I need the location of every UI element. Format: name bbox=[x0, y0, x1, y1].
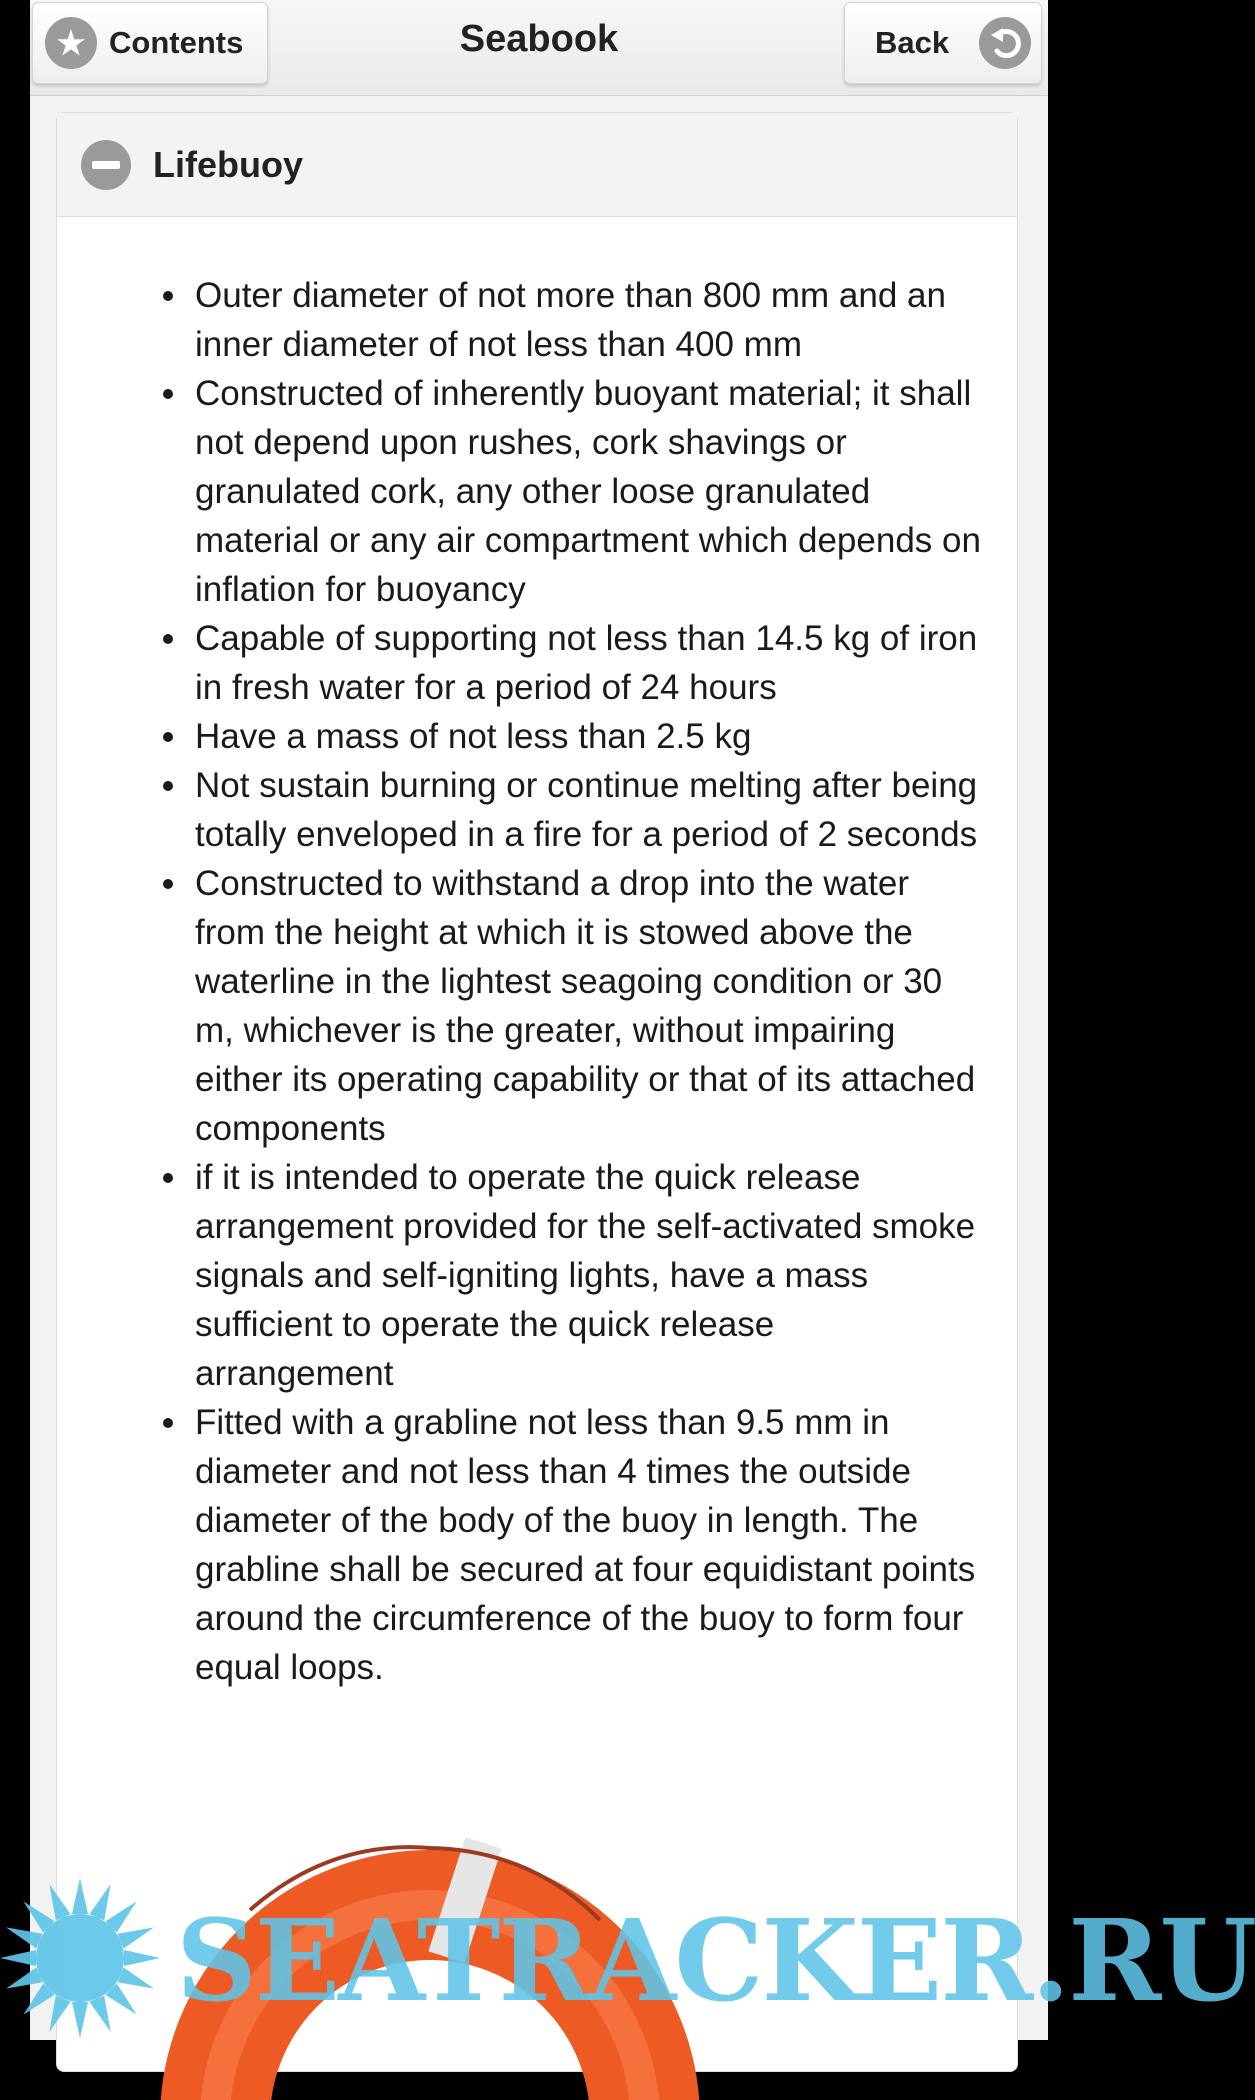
section-title: Lifebuoy bbox=[153, 143, 303, 185]
list-item: Not sustain burning or continue melting after being totally enveloped in a fire for a period of 2 seconds bbox=[161, 761, 981, 859]
list-item: Fitted with a grabline not less than 9.5 mm in diameter and not less than 4 times the outside diameter of the body of the buoy in length. The grabline shall be secured at four equidistant points around the circumference of the buoy to form four equal loops. bbox=[161, 1398, 981, 1692]
collapsible-section bbox=[56, 112, 1018, 2072]
list-item: Outer diameter of not more than 800 mm and an inner diameter of not less than 400 mm bbox=[161, 271, 981, 369]
list-item: Capable of supporting not less than 14.5 kg of iron in fresh water for a period of 24 hours bbox=[161, 614, 981, 712]
watermark-text: SEATRACKER.RU bbox=[176, 1896, 1255, 2027]
minus-icon bbox=[81, 140, 131, 190]
list-item: if it is intended to operate the quick release arrangement provided for the self-activated smoke signals and self-igniting lights, have a mass sufficient to operate the quick release arrangement bbox=[161, 1153, 981, 1398]
list-item: Have a mass of not less than 2.5 kg bbox=[161, 712, 981, 761]
back-label: Back bbox=[875, 25, 950, 60]
header-bar bbox=[30, 0, 1048, 96]
star-icon: ★ bbox=[45, 17, 97, 69]
back-button[interactable] bbox=[844, 2, 1042, 84]
app-screen bbox=[30, 0, 1048, 2040]
section-header[interactable] bbox=[57, 113, 1017, 217]
bullet-list bbox=[161, 271, 981, 1692]
list-item: Constructed to withstand a drop into the water from the height at which it is stowed above the waterline in the lightest seagoing condition or 30 m, whichever is the greater, without impairing either its operating capability or that of its attached components bbox=[161, 859, 981, 1153]
list-item: Constructed of inherently buoyant material; it shall not depend upon rushes, cork shavings or granulated cork, any other loose granulated material or any air compartment which depends on inflation for buoyancy bbox=[161, 369, 981, 614]
contents-label: Contents bbox=[109, 25, 244, 60]
page-title: Seabook bbox=[459, 18, 619, 60]
sun-burst-icon bbox=[0, 1878, 160, 2038]
back-arrow-icon bbox=[979, 17, 1031, 69]
